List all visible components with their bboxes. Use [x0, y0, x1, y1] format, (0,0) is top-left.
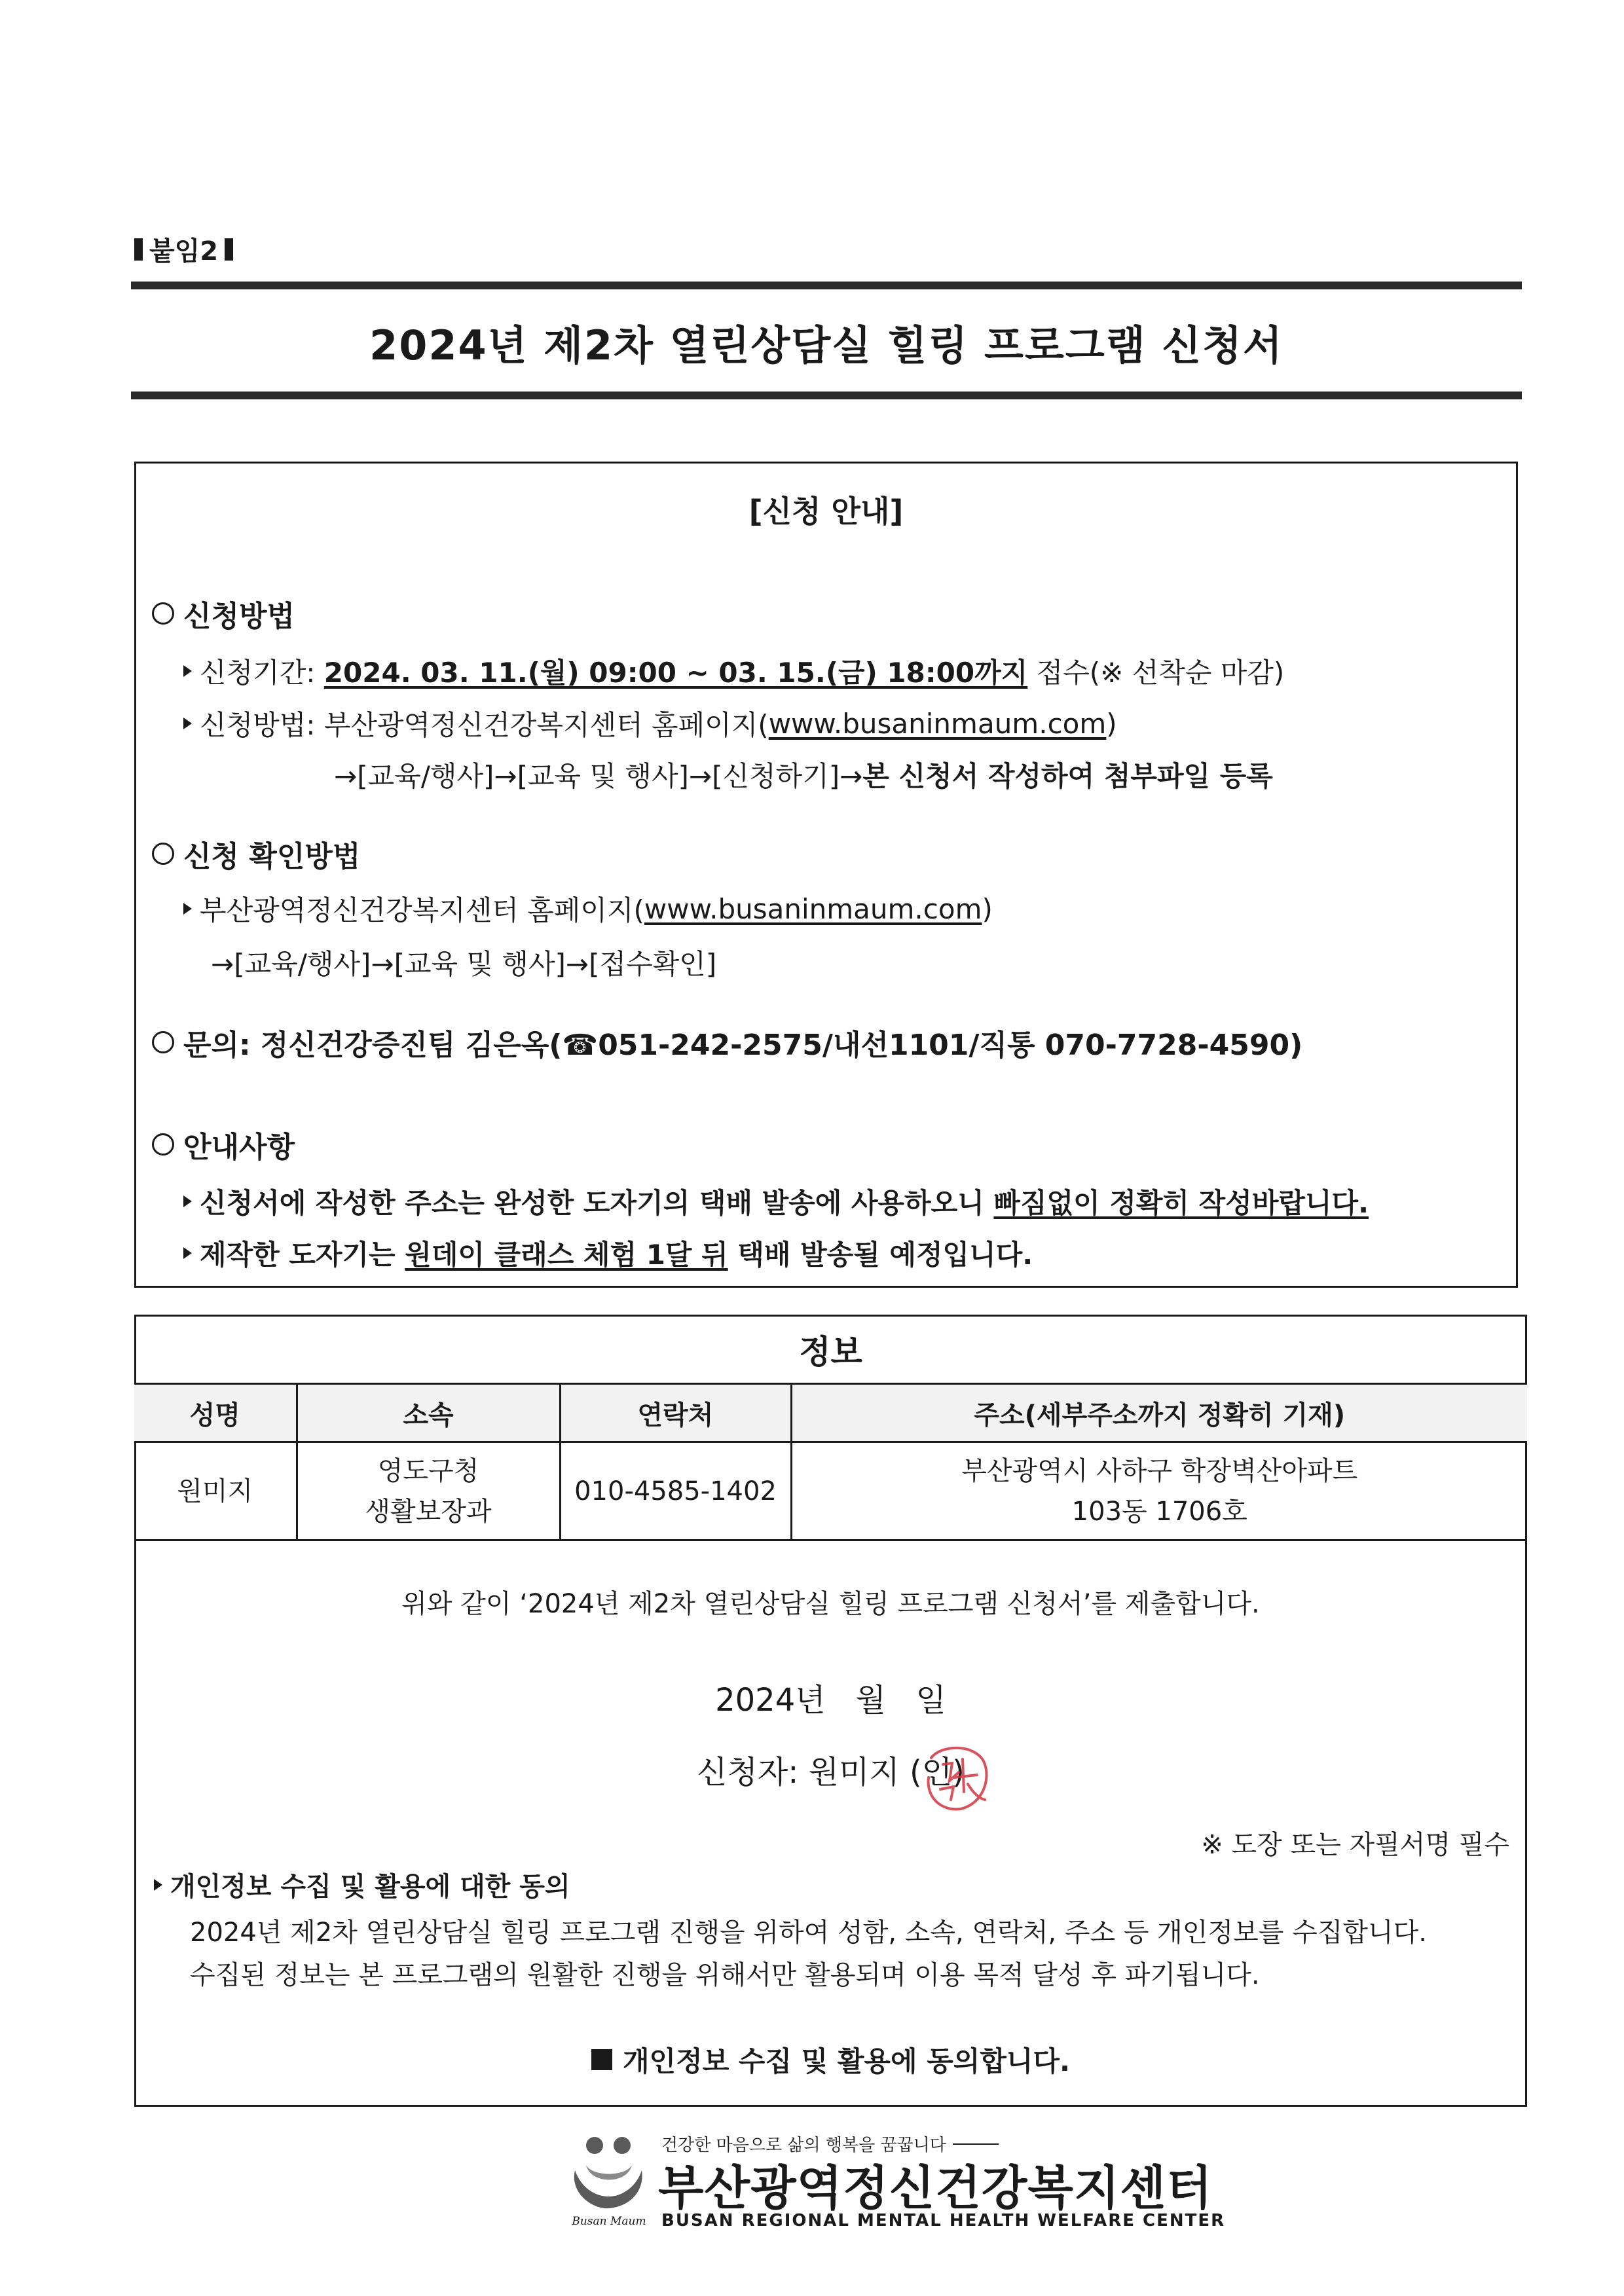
method-heading-text: 신청방법 — [183, 600, 295, 633]
seal-stamp-icon — [912, 1732, 1003, 1823]
info-heading: 정보 — [799, 1333, 862, 1371]
contact-text: 문의: 정신건강증진팀 김은옥(☎051-242-2575/내선1101/직통 070-7728-4590) — [183, 1029, 1303, 1062]
phone-cell[interactable]: 010-4585-1402 — [560, 1442, 791, 1540]
address-cell[interactable] — [791, 1442, 1527, 1540]
notice-item1-prefix: 신청서에 작성한 주소는 완성한 도자기의 택배 발송에 사용하오니 — [200, 1187, 994, 1219]
column-header-affiliation: 소속 — [297, 1384, 560, 1442]
confirm-section-heading — [152, 833, 360, 875]
notice-item2-emphasis: 원데이 클래스 체험 1달 뒤 — [405, 1239, 728, 1271]
affiliation-cell[interactable] — [297, 1442, 560, 1540]
date-line[interactable]: 2024년 월 일 — [715, 1682, 946, 1719]
confirm-line-2: →[교육/행사]→[교육 및 행사]→[접수확인] — [211, 948, 717, 980]
period-value: 2024. 03. 11.(월) 09:00 ~ 03. 15.(금) 18:00까지 — [323, 657, 1028, 689]
checked-checkbox-icon[interactable] — [591, 2049, 612, 2070]
attachment-label-text: 붙임2 — [149, 236, 219, 266]
triangle-bullet-icon — [183, 1195, 192, 1207]
column-header-name: 성명 — [134, 1384, 297, 1442]
path-plain: →[교육/행사]→[교육 및 행사]→[신청하기]→ — [334, 760, 863, 792]
how-suffix: ) — [1106, 707, 1117, 740]
notice-item2-suffix: 택배 발송될 예정입니다. — [728, 1239, 1033, 1271]
affiliation-line-2: 생활보장과 — [365, 1496, 492, 1527]
document-title: 2024년 제2차 열린상담실 힐링 프로그램 신청서 — [369, 321, 1283, 369]
triangle-bullet-icon — [183, 665, 192, 677]
notice-item-2 — [183, 1233, 1033, 1273]
notice-item2-prefix: 제작한 도자기는 — [200, 1239, 405, 1271]
attachment-label — [134, 230, 233, 268]
info-table — [134, 1383, 1527, 1541]
triangle-bullet-icon — [154, 1879, 162, 1891]
column-header-phone: 연락처 — [560, 1384, 791, 1442]
consent-title — [154, 1866, 570, 1903]
how-prefix: 신청방법: 부산광역정신건강복지센터 홈페이지( — [200, 709, 769, 741]
period-prefix: 신청기간: — [200, 657, 324, 689]
consent-agreement[interactable] — [134, 2040, 1527, 2079]
footer-org-korean: 부산광역정신건강복지센터 — [658, 2160, 1213, 2215]
column-header-address: 주소(세부주소까지 정확히 기재) — [791, 1384, 1527, 1442]
title-rule-top — [131, 282, 1522, 289]
info-data-row — [134, 1442, 1527, 1540]
applicant-line[interactable]: 신청자: 원미지 (인) — [697, 1754, 965, 1791]
submission-statement: 위와 같이 ‘2024년 제2차 열린상담실 힐링 프로그램 신청서’를 제출합니다. — [401, 1589, 1260, 1619]
confirm-heading-text: 신청 확인방법 — [183, 840, 361, 873]
info-header-row — [134, 1384, 1527, 1442]
confirm-prefix: 부산광역정신건강복지센터 홈페이지( — [200, 894, 644, 926]
footer-slogan-text: 건강한 마음으로 삶의 행복을 꿈꿉니다 — [661, 2136, 946, 2155]
triangle-bullet-icon — [183, 903, 192, 915]
consent-line-1: 2024년 제2차 열린상담실 힐링 프로그램 진행을 위하여 성함, 소속, 연락처, 주소 등 개인정보를 수집합니다. — [190, 1918, 1427, 1948]
contact-line — [152, 1021, 1302, 1063]
how-line — [183, 704, 1117, 743]
method-section-heading — [152, 592, 295, 634]
notice-item1-emphasis: 빠짐없이 정확히 작성바랍니다. — [993, 1187, 1369, 1219]
path-bold: 본 신청서 작성하여 첨부파일 등록 — [862, 760, 1273, 792]
notice-heading-text: 안내사항 — [183, 1131, 295, 1164]
slogan-dash — [953, 2143, 999, 2145]
circle-bullet-icon — [152, 843, 174, 865]
circle-bullet-icon — [152, 1133, 174, 1156]
homepage-link[interactable]: www.busaninmaum.com — [768, 707, 1107, 740]
address-line-1: 부산광역시 사하구 학장벽산아파트 — [961, 1455, 1358, 1486]
path-line — [334, 755, 1273, 794]
notice-item-1 — [183, 1182, 1369, 1221]
consent-line-2: 수집된 정보는 본 프로그램의 원활한 진행을 위해서만 활용되며 이용 목적 달성 후 파기됩니다. — [190, 1960, 1260, 1990]
triangle-bullet-icon — [183, 718, 192, 729]
period-line — [183, 651, 1284, 691]
notice-section-heading — [152, 1123, 295, 1165]
guide-box — [134, 462, 1518, 1288]
title-rule-bottom — [131, 392, 1522, 399]
footer-org-english: BUSAN REGIONAL MENTAL HEALTH WELFARE CENTER — [661, 2211, 1226, 2231]
label-bar-right — [225, 238, 233, 261]
logo-wordmark: Busan Maum — [572, 2215, 646, 2228]
guide-heading: [신청 안내] — [748, 494, 904, 529]
affiliation-line-1: 영도구청 — [377, 1455, 479, 1486]
circle-bullet-icon — [152, 602, 174, 625]
label-bar-left — [134, 238, 143, 261]
consent-agree-text: 개인정보 수집 및 활용에 동의합니다. — [622, 2045, 1071, 2077]
busan-maum-logo-icon — [557, 2131, 661, 2229]
seal-note: ※ 도장 또는 자필서명 필수 — [1201, 1830, 1509, 1860]
confirm-line-1 — [183, 889, 993, 928]
triangle-bullet-icon — [183, 1247, 192, 1259]
circle-bullet-icon — [152, 1031, 174, 1053]
homepage-link[interactable]: www.busaninmaum.com — [644, 892, 982, 925]
confirm-suffix: ) — [982, 892, 993, 925]
address-line-2: 103동 1706호 — [1071, 1496, 1247, 1527]
consent-title-text: 개인정보 수집 및 활용에 대한 동의 — [170, 1872, 570, 1902]
name-cell[interactable]: 원미지 — [134, 1442, 297, 1540]
period-suffix: 접수(※ 선착순 마감) — [1027, 657, 1285, 689]
